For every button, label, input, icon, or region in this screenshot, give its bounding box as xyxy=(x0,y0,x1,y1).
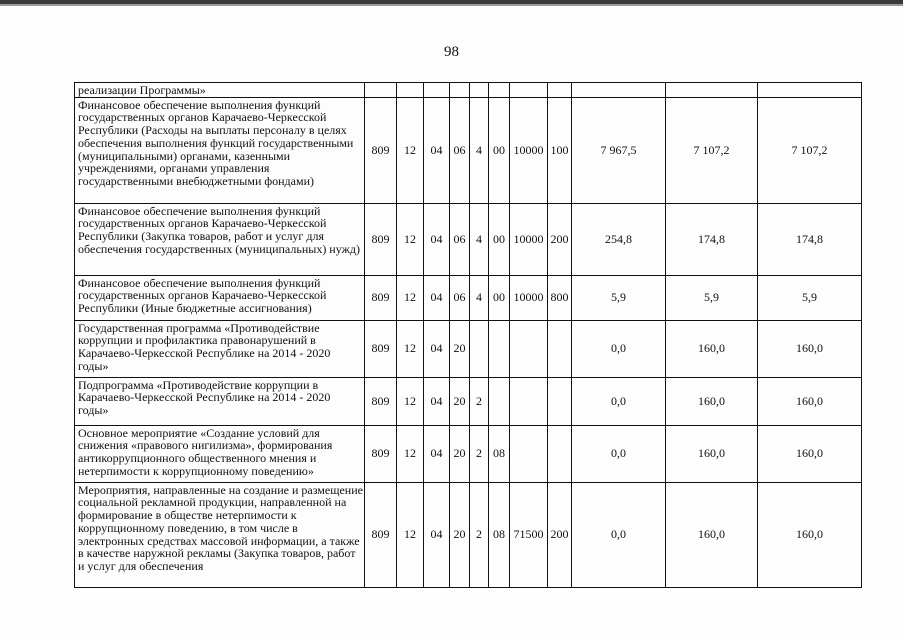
col-activity: 08 xyxy=(489,482,510,587)
col-subprogram xyxy=(470,320,489,377)
col-direction: 10000 xyxy=(510,203,548,275)
col-sum-3: 160,0 xyxy=(758,482,862,587)
col-ministry: 809 xyxy=(365,377,397,425)
col-subsection: 04 xyxy=(424,203,450,275)
col-ministry xyxy=(365,83,397,98)
col-program: 20 xyxy=(450,425,470,482)
col-ministry: 809 xyxy=(365,320,397,377)
col-subsection: 04 xyxy=(424,377,450,425)
row-name: Мероприятия, направленные на создание и размещение социальной рекламной продукции, направленной на формирование в обществе нетерпимости к коррупционному поведению, в том числе в электронных средствах массовой информации, а также в качестве наружной рекламы (Закупка товаров, работ и услуг для обеспечения xyxy=(75,482,365,587)
col-sum-3 xyxy=(758,83,862,98)
col-sum-2 xyxy=(666,83,758,98)
table-row xyxy=(75,83,862,98)
col-direction xyxy=(510,377,548,425)
col-sum-1: 0,0 xyxy=(572,425,666,482)
col-sum-1: 0,0 xyxy=(572,377,666,425)
budget-table xyxy=(74,82,862,588)
col-sum-3: 160,0 xyxy=(758,377,862,425)
row-name: Финансовое обеспечение выполнения функций государственных органов Карачаево-Черкесской Республики (Расходы на выплаты персоналу в целях обеспечения выполнения функций государственными (муниципальными) органами, казенными учреждениями, органами управления государственными внебюджетными фондами) xyxy=(75,97,365,203)
col-activity xyxy=(489,83,510,98)
col-direction xyxy=(510,320,548,377)
col-sum-2: 5,9 xyxy=(666,275,758,320)
col-program: 06 xyxy=(450,97,470,203)
col-program: 06 xyxy=(450,275,470,320)
col-section: 12 xyxy=(397,275,424,320)
col-ministry: 809 xyxy=(365,425,397,482)
col-sum-2: 7 107,2 xyxy=(666,97,758,203)
col-activity: 00 xyxy=(489,97,510,203)
col-direction: 71500 xyxy=(510,482,548,587)
col-subprogram: 4 xyxy=(470,275,489,320)
col-sum-3: 160,0 xyxy=(758,320,862,377)
col-section: 12 xyxy=(397,425,424,482)
table-row xyxy=(75,97,862,203)
col-direction xyxy=(510,425,548,482)
table-row xyxy=(75,482,862,587)
col-sum-2: 160,0 xyxy=(666,320,758,377)
col-ministry: 809 xyxy=(365,203,397,275)
col-section: 12 xyxy=(397,320,424,377)
col-sum-1: 5,9 xyxy=(572,275,666,320)
table-row xyxy=(75,275,862,320)
table-row xyxy=(75,377,862,425)
col-activity: 08 xyxy=(489,425,510,482)
col-subsection: 04 xyxy=(424,97,450,203)
col-subprogram xyxy=(470,83,489,98)
col-subprogram: 2 xyxy=(470,377,489,425)
col-sum-2: 174,8 xyxy=(666,203,758,275)
col-program: 20 xyxy=(450,320,470,377)
col-ministry: 809 xyxy=(365,97,397,203)
col-program: 06 xyxy=(450,203,470,275)
col-section xyxy=(397,83,424,98)
col-section: 12 xyxy=(397,203,424,275)
col-program: 20 xyxy=(450,377,470,425)
col-subsection: 04 xyxy=(424,275,450,320)
row-name: Подпрограмма «Противодействие коррупции в Карачаево-Черкесской Республике на 2014 - 2020 годы» xyxy=(75,377,365,425)
col-sum-3: 7 107,2 xyxy=(758,97,862,203)
col-activity: 00 xyxy=(489,203,510,275)
col-subprogram: 2 xyxy=(470,482,489,587)
col-section: 12 xyxy=(397,97,424,203)
table-row xyxy=(75,320,862,377)
scan-edge-shadow xyxy=(0,4,903,6)
col-expense-type: 100 xyxy=(548,97,572,203)
col-expense-type xyxy=(548,425,572,482)
row-name: Финансовое обеспечение выполнения функций государственных органов Карачаево-Черкесской Республики (Закупка товаров, работ и услуг для обеспечения государственных (муниципальных) нужд) xyxy=(75,203,365,275)
col-sum-1: 254,8 xyxy=(572,203,666,275)
col-sum-1 xyxy=(572,83,666,98)
col-subsection: 04 xyxy=(424,482,450,587)
col-sum-2: 160,0 xyxy=(666,377,758,425)
col-expense-type: 200 xyxy=(548,482,572,587)
col-sum-1: 0,0 xyxy=(572,320,666,377)
row-name: реализации Программы» xyxy=(75,83,365,98)
col-subprogram: 4 xyxy=(470,97,489,203)
col-expense-type: 800 xyxy=(548,275,572,320)
col-program xyxy=(450,83,470,98)
col-program: 20 xyxy=(450,482,470,587)
col-direction xyxy=(510,83,548,98)
col-sum-2: 160,0 xyxy=(666,425,758,482)
col-subprogram: 2 xyxy=(470,425,489,482)
col-activity xyxy=(489,377,510,425)
col-sum-1: 0,0 xyxy=(572,482,666,587)
row-name: Основное мероприятие «Создание условий для снижения «правового нигилизма», формирования антикоррупционного общественного мнения и нетерпимости к коррупционному поведению» xyxy=(75,425,365,482)
col-sum-3: 174,8 xyxy=(758,203,862,275)
col-sum-2: 160,0 xyxy=(666,482,758,587)
col-expense-type xyxy=(548,377,572,425)
col-activity xyxy=(489,320,510,377)
col-direction: 10000 xyxy=(510,275,548,320)
col-ministry: 809 xyxy=(365,275,397,320)
col-activity: 00 xyxy=(489,275,510,320)
col-direction: 10000 xyxy=(510,97,548,203)
col-expense-type xyxy=(548,83,572,98)
page-number: 98 xyxy=(444,44,459,60)
col-sum-1: 7 967,5 xyxy=(572,97,666,203)
row-name: Финансовое обеспечение выполнения функций государственных органов Карачаево-Черкесской Республики (Иные бюджетные ассигнования) xyxy=(75,275,365,320)
table-row xyxy=(75,425,862,482)
col-sum-3: 5,9 xyxy=(758,275,862,320)
col-expense-type: 200 xyxy=(548,203,572,275)
col-subsection: 04 xyxy=(424,320,450,377)
col-subprogram: 4 xyxy=(470,203,489,275)
col-subsection xyxy=(424,83,450,98)
col-ministry: 809 xyxy=(365,482,397,587)
col-sum-3: 160,0 xyxy=(758,425,862,482)
col-section: 12 xyxy=(397,482,424,587)
col-expense-type xyxy=(548,320,572,377)
table-row xyxy=(75,203,862,275)
col-subsection: 04 xyxy=(424,425,450,482)
row-name: Государственная программа «Противодействие коррупции и профилактика правонарушений в Карачаево-Черкесской Республике на 2014 - 2020 годы» xyxy=(75,320,365,377)
col-section: 12 xyxy=(397,377,424,425)
